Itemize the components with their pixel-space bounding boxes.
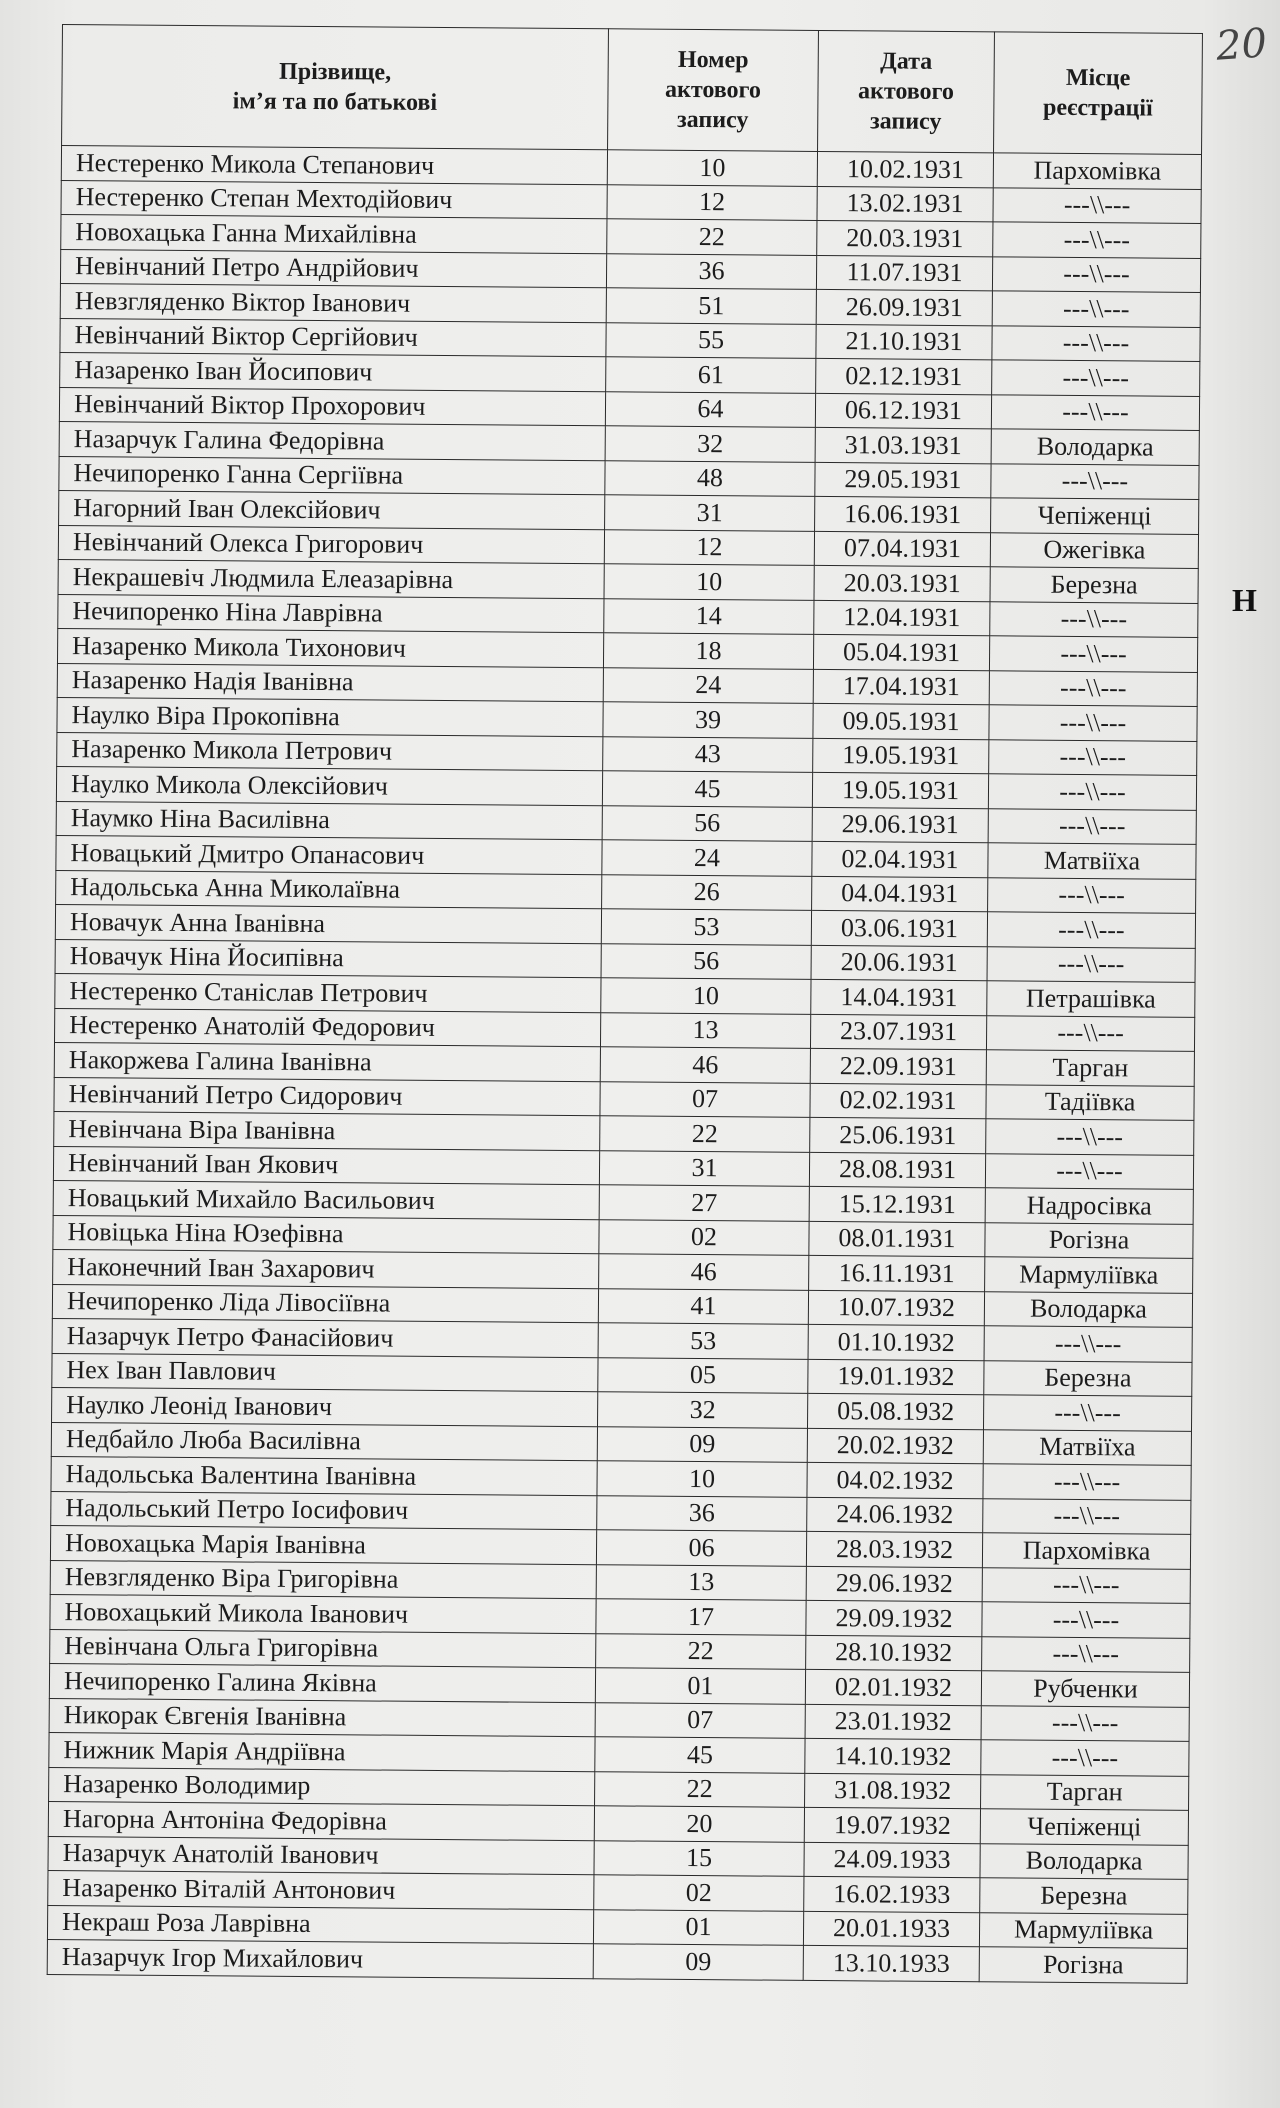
cell-name: Нечипоренко Ліда Лівосіївна [52, 1284, 598, 1323]
cell-record-date: 01.10.1932 [808, 1324, 984, 1360]
cell-record-date: 02.02.1931 [810, 1083, 986, 1119]
cell-record-number: 31 [605, 495, 815, 531]
cell-name: Наконечний Іван Захарович [53, 1249, 599, 1288]
cell-place: ---\\--- [991, 394, 1199, 430]
cell-name: Назарчук Петро Фанасійович [52, 1318, 598, 1357]
cell-name: Надольський Петро Іосифович [51, 1491, 597, 1530]
cell-record-date: 09.05.1931 [813, 703, 989, 739]
cell-place: ---\\--- [983, 1464, 1191, 1500]
cell-record-number: 45 [595, 1737, 805, 1773]
cell-record-number: 10 [604, 564, 814, 600]
cell-record-number: 10 [607, 150, 817, 186]
cell-record-date: 19.05.1931 [812, 772, 988, 808]
cell-record-date: 11.07.1931 [816, 255, 992, 291]
cell-record-number: 61 [606, 357, 816, 393]
cell-record-date: 15.12.1931 [809, 1186, 985, 1222]
cell-name: Невінчаний Віктор Прохорович [59, 387, 605, 426]
cell-name: Невінчаний Олекса Григорович [58, 525, 604, 564]
cell-record-number: 07 [595, 1702, 805, 1738]
cell-place: Володарка [980, 1843, 1188, 1879]
cell-record-number: 02 [594, 1875, 804, 1911]
cell-name: Нех Іван Павлович [52, 1353, 598, 1392]
cell-record-number: 01 [593, 1909, 803, 1945]
cell-record-number: 32 [598, 1392, 808, 1428]
cell-record-date: 28.03.1932 [806, 1531, 982, 1567]
cell-record-number: 13 [600, 1012, 810, 1048]
cell-record-number: 56 [602, 805, 812, 841]
cell-record-date: 19.05.1931 [813, 738, 989, 774]
cell-record-date: 28.10.1932 [806, 1635, 982, 1671]
cell-name: Наулко Леонід Іванович [52, 1387, 598, 1426]
header-name-line: Прізвище, [279, 58, 392, 86]
cell-place: ---\\--- [983, 1498, 1191, 1534]
cell-record-date: 20.03.1931 [814, 565, 990, 601]
cell-place: Володарка [984, 1291, 1192, 1327]
cell-name: Наулко Віра Прокопівна [57, 697, 603, 736]
cell-record-date: 29.06.1931 [812, 807, 988, 843]
cell-record-date: 19.07.1932 [804, 1807, 980, 1843]
cell-place: ---\\--- [989, 636, 1197, 672]
cell-record-number: 01 [595, 1668, 805, 1704]
cell-record-date: 24.09.1933 [804, 1842, 980, 1878]
cell-record-date: 28.08.1931 [809, 1152, 985, 1188]
cell-record-date: 31.08.1932 [805, 1773, 981, 1809]
cell-name: Невінчаний Іван Якович [53, 1146, 599, 1185]
cell-record-date: 10.07.1932 [808, 1290, 984, 1326]
cell-place: ---\\--- [991, 463, 1199, 499]
cell-record-date: 19.01.1932 [808, 1359, 984, 1395]
cell-name: Новачук Ніна Йосипівна [55, 939, 601, 978]
cell-place: ---\\--- [992, 360, 1200, 396]
cell-place: ---\\--- [993, 222, 1201, 258]
cell-record-date: 02.12.1931 [816, 358, 992, 394]
cell-place: Тарган [986, 1050, 1194, 1086]
cell-place: Тадіївка [986, 1084, 1194, 1120]
cell-place: Матвіїха [988, 843, 1196, 879]
cell-place: ---\\--- [989, 739, 1197, 775]
cell-record-number: 09 [597, 1426, 807, 1462]
cell-record-date: 13.10.1933 [803, 1945, 979, 1981]
cell-record-date: 20.06.1931 [811, 945, 987, 981]
cell-record-date: 16.11.1931 [809, 1255, 985, 1291]
cell-place: Березна [984, 1360, 1192, 1396]
cell-record-date: 08.01.1931 [809, 1221, 985, 1257]
handwritten-page-number: 20 [1214, 20, 1269, 70]
cell-place: Пархомівка [993, 153, 1201, 189]
cell-record-number: 27 [599, 1185, 809, 1221]
cell-record-date: 16.02.1933 [804, 1876, 980, 1912]
header-record-date-line: запису [869, 108, 942, 135]
cell-record-date: 07.04.1931 [814, 531, 990, 567]
cell-place: Володарка [991, 429, 1199, 465]
cell-place: Чепіженці [991, 498, 1199, 534]
cell-place: Чепіженці [980, 1809, 1188, 1845]
cell-place: ---\\--- [992, 325, 1200, 361]
cell-record-date: 14.10.1932 [805, 1738, 981, 1774]
cell-record-number: 22 [607, 219, 817, 255]
cell-record-date: 29.05.1931 [815, 462, 991, 498]
cell-name: Нестеренко Степан Мехтодійович [61, 180, 607, 219]
cell-name: Новацький Михайло Васильович [53, 1180, 599, 1219]
cell-name: Невзгляденко Віра Григорівна [50, 1560, 596, 1599]
cell-record-number: 24 [602, 840, 812, 876]
cell-name: Назарчук Галина Федорівна [59, 421, 605, 460]
cell-record-number: 13 [596, 1564, 806, 1600]
cell-name: Назаренко Володимир [49, 1767, 595, 1806]
cell-name: Надольська Анна Миколаївна [56, 870, 602, 909]
cell-place: ---\\--- [982, 1636, 1190, 1672]
cell-record-date: 20.01.1933 [803, 1911, 979, 1947]
cell-record-date: 05.08.1932 [807, 1393, 983, 1429]
cell-name: Новачук Анна Іванівна [55, 904, 601, 943]
header-name-line: ім’я та по батькові [232, 88, 438, 116]
cell-name: Невінчаний Віктор Сергійович [60, 318, 606, 357]
cell-record-number: 45 [602, 771, 812, 807]
cell-record-number: 43 [603, 736, 813, 772]
cell-record-number: 53 [598, 1323, 808, 1359]
cell-record-date: 06.12.1931 [815, 393, 991, 429]
cell-place: ---\\--- [993, 187, 1201, 223]
cell-name: Нагорний Іван Олексійович [59, 490, 605, 529]
cell-name: Нестеренко Станіслав Петрович [55, 973, 601, 1012]
header-name [62, 25, 609, 150]
cell-place: ---\\--- [987, 946, 1195, 982]
cell-record-date: 02.04.1931 [812, 841, 988, 877]
cell-record-date: 20.02.1932 [807, 1428, 983, 1464]
header-record-date [818, 30, 995, 152]
cell-name: Некрашевіч Людмила Елеазарівна [58, 559, 604, 598]
cell-place: ---\\--- [987, 912, 1195, 948]
cell-record-number: 39 [603, 702, 813, 738]
cell-place: Ожегівка [990, 532, 1198, 568]
cell-name: Невінчаний Петро Сидорович [54, 1077, 600, 1116]
cell-place: ---\\--- [988, 877, 1196, 913]
cell-place: Мармуліївка [979, 1912, 1187, 1948]
cell-name: Назаренко Надія Іванівна [57, 663, 603, 702]
header-place-line: Місце [1065, 64, 1131, 92]
cell-name: Надольська Валентина Іванівна [51, 1456, 597, 1495]
cell-record-date: 17.04.1931 [813, 669, 989, 705]
cell-record-date: 29.06.1932 [806, 1566, 982, 1602]
cell-record-date: 04.04.1931 [812, 876, 988, 912]
header-record-date-line: актового [857, 78, 955, 106]
cell-place: Березна [990, 567, 1198, 603]
cell-record-date: 02.01.1932 [805, 1669, 981, 1705]
cell-place: ---\\--- [981, 1705, 1189, 1741]
cell-record-number: 64 [605, 391, 815, 427]
cell-record-number: 05 [598, 1357, 808, 1393]
cell-name: Назаренко Микола Тихонович [57, 628, 603, 667]
header-record-date-line: Дата [880, 48, 933, 75]
cell-name: Новацький Дмитро Опанасович [56, 835, 602, 874]
cell-place: ---\\--- [986, 1119, 1194, 1155]
cell-record-date: 24.06.1932 [807, 1497, 983, 1533]
cell-place: ---\\--- [985, 1153, 1193, 1189]
cell-record-date: 29.09.1932 [806, 1600, 982, 1636]
cell-place: ---\\--- [988, 808, 1196, 844]
header-record-number-line: запису [676, 106, 749, 134]
birth-records-table [47, 24, 1203, 1983]
cell-name: Наулко Микола Олексійович [56, 766, 602, 805]
cell-place: Рубченки [981, 1671, 1189, 1707]
cell-record-date: 23.01.1932 [805, 1704, 981, 1740]
cell-name: Нечипоренко Ганна Сергіївна [59, 456, 605, 495]
cell-record-number: 31 [599, 1150, 809, 1186]
cell-record-date: 20.03.1931 [817, 220, 993, 256]
header-record-number [608, 29, 819, 152]
cell-record-number: 22 [600, 1116, 810, 1152]
cell-name: Нестеренко Анатолій Федорович [55, 1008, 601, 1047]
cell-record-number: 07 [600, 1081, 810, 1117]
cell-record-date: 03.06.1931 [811, 910, 987, 946]
cell-place: Надросівка [985, 1188, 1193, 1224]
cell-name: Новохацький Микола Іванович [50, 1594, 596, 1633]
cell-record-date: 23.07.1931 [810, 1014, 986, 1050]
cell-record-number: 46 [600, 1047, 810, 1083]
cell-place: ---\\--- [992, 256, 1200, 292]
cell-name: Назарчук Анатолій Іванович [48, 1836, 594, 1875]
cell-record-number: 48 [605, 460, 815, 496]
cell-place: ---\\--- [988, 774, 1196, 810]
cell-record-date: 05.04.1931 [813, 634, 989, 670]
cell-record-date: 26.09.1931 [816, 289, 992, 325]
cell-place: Мармуліївка [985, 1257, 1193, 1293]
cell-name: Нечипоренко Галина Яківна [49, 1663, 595, 1702]
cell-record-number: 55 [606, 322, 816, 358]
cell-record-number: 46 [599, 1254, 809, 1290]
cell-name: Назаренко Віталій Антонович [48, 1870, 594, 1909]
cell-place: ---\\--- [982, 1567, 1190, 1603]
table-body [47, 146, 1201, 1983]
cell-record-number: 10 [601, 978, 811, 1014]
header-place-line: реєстрації [1042, 94, 1153, 122]
cell-record-date: 22.09.1931 [810, 1048, 986, 1084]
cell-name: Накоржева Галина Іванівна [54, 1042, 600, 1081]
cell-record-date: 13.02.1931 [817, 186, 993, 222]
cell-record-number: 09 [593, 1944, 803, 1980]
cell-record-date: 14.04.1931 [811, 979, 987, 1015]
cell-record-date: 12.04.1931 [814, 600, 990, 636]
cell-place: Рогізна [985, 1222, 1193, 1258]
cell-record-date: 31.03.1931 [815, 427, 991, 463]
cell-place: Березна [980, 1878, 1188, 1914]
cell-record-number: 41 [598, 1288, 808, 1324]
cell-record-number: 02 [599, 1219, 809, 1255]
header-place [994, 32, 1203, 155]
table-header-row [62, 25, 1203, 155]
cell-name: Новохацька Марія Іванівна [50, 1525, 596, 1564]
cell-record-number: 53 [601, 909, 811, 945]
cell-name: Невінчаний Петро Андрійович [60, 249, 606, 288]
cell-name: Новіцька Ніна Юзефівна [53, 1215, 599, 1254]
cell-name: Назаренко Іван Йосипович [60, 352, 606, 391]
cell-record-date: 21.10.1931 [816, 324, 992, 360]
cell-record-number: 26 [602, 874, 812, 910]
cell-name: Наумко Ніна Василівна [56, 801, 602, 840]
cell-place: ---\\--- [982, 1602, 1190, 1638]
cell-name: Невінчана Віра Іванівна [54, 1111, 600, 1150]
cell-name: Некраш Роза Лаврівна [47, 1905, 593, 1944]
header-record-number-line: Номер [677, 46, 749, 74]
cell-record-number: 14 [604, 598, 814, 634]
cell-place: ---\\--- [990, 601, 1198, 637]
cell-name: Нечипоренко Ніна Лаврівна [58, 594, 604, 633]
cell-record-number: 56 [601, 943, 811, 979]
cell-record-number: 12 [607, 184, 817, 220]
cell-record-number: 17 [596, 1599, 806, 1635]
cell-place: ---\\--- [984, 1326, 1192, 1362]
header-record-number-line: актового [664, 76, 762, 104]
cell-record-number: 22 [596, 1633, 806, 1669]
cell-name: Нижник Марія Андріївна [49, 1732, 595, 1771]
cell-place: ---\\--- [981, 1740, 1189, 1776]
cell-record-number: 10 [597, 1461, 807, 1497]
cell-place: Тарган [981, 1774, 1189, 1810]
cell-record-number: 36 [597, 1495, 807, 1531]
cell-record-date: 25.06.1931 [810, 1117, 986, 1153]
cell-record-date: 10.02.1931 [817, 151, 993, 187]
cell-place: ---\\--- [989, 670, 1197, 706]
cell-name: Новохацька Ганна Михайлівна [61, 214, 607, 253]
cell-record-number: 06 [596, 1530, 806, 1566]
cell-name: Никорак Євгенія Іванівна [49, 1698, 595, 1737]
cell-record-number: 32 [605, 426, 815, 462]
cell-record-number: 36 [606, 253, 816, 289]
cell-place: ---\\--- [992, 291, 1200, 327]
cell-name: Нагорна Антоніна Федорівна [48, 1801, 594, 1840]
cell-record-number: 12 [604, 529, 814, 565]
cell-name: Невзгляденко Віктор Іванович [60, 283, 606, 322]
cell-place: Матвіїха [983, 1429, 1191, 1465]
cell-record-number: 20 [594, 1806, 804, 1842]
cell-place: ---\\--- [986, 1015, 1194, 1051]
cell-place: ---\\--- [983, 1395, 1191, 1431]
cell-name: Назарчук Ігор Михайлович [47, 1939, 593, 1978]
cell-name: Назаренко Микола Петрович [57, 732, 603, 771]
cell-record-number: 22 [595, 1771, 805, 1807]
cell-place: Пархомівка [982, 1533, 1190, 1569]
cell-place: Петрашівка [987, 981, 1195, 1017]
cell-name: Недбайло Люба Василівна [51, 1422, 597, 1461]
cell-place: Рогізна [979, 1947, 1187, 1983]
cell-name: Нестеренко Микола Степанович [61, 146, 607, 185]
cell-place: ---\\--- [989, 705, 1197, 741]
cell-record-number: 51 [606, 288, 816, 324]
cell-record-number: 18 [603, 633, 813, 669]
section-letter-marker: Н [1232, 582, 1257, 618]
cell-record-date: 16.06.1931 [815, 496, 991, 532]
cell-record-number: 15 [594, 1840, 804, 1876]
cell-record-number: 24 [603, 667, 813, 703]
cell-name: Невінчана Ольга Григорівна [50, 1629, 596, 1668]
cell-record-date: 04.02.1932 [807, 1462, 983, 1498]
